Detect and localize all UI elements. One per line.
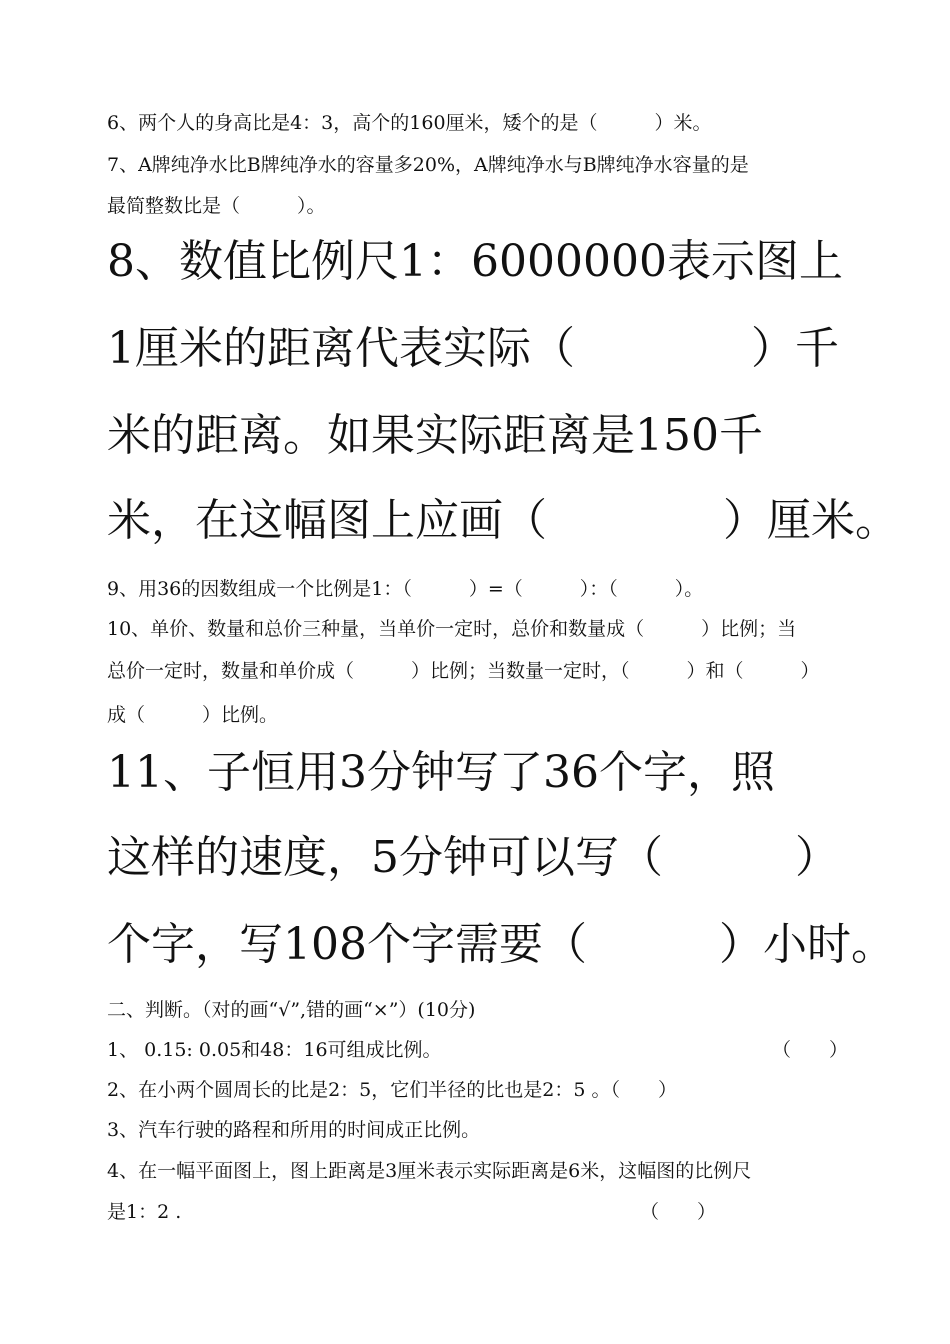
question-11-line-1: 11、子恒用3分钟写了36个字，照 — [107, 747, 775, 798]
judgment-1: 1、 0.15: 0.05和48：16可组成比例。 — [107, 1039, 442, 1061]
question-8-line-1: 8、数值比例尺1：6000000表示图上 — [107, 236, 843, 287]
question-8-line-4: 米，在这幅图上应画（ ）厘米。 — [107, 495, 899, 546]
question-7-line-2: 最简整数比是（ ）。 — [107, 195, 326, 217]
judgment-4-line-1: 4、在一幅平面图上，图上距离是3厘米表示实际距离是6米，这幅图的比例尺 — [107, 1160, 752, 1182]
question-11-line-2: 这样的速度，5分钟可以写（ ） — [107, 832, 839, 883]
question-11-line-3: 个字，写108个字需要（ ）小时。 — [107, 919, 895, 970]
judgment-4-answer-paren: （ ） — [640, 1201, 717, 1223]
judgment-3: 3、汽车行驶的路程和所用的时间成正比例。 — [107, 1119, 481, 1141]
question-10-line-3: 成（ ）比例。 — [107, 704, 279, 726]
question-7-line-1: 7、A牌纯净水比B牌纯净水的容量多20%，A牌纯净水与B牌纯净水容量的是 — [107, 154, 749, 176]
judgment-1-answer-paren: （ ） — [772, 1039, 849, 1061]
question-6: 6、两个人的身高比是4：3，高个的160厘米，矮个的是（ ）米。 — [107, 112, 712, 134]
question-9: 9、用36的因数组成一个比例是1：（ ）=（ ）：（ ）。 — [107, 578, 704, 600]
judgment-4-line-2: 是1：2 . — [107, 1201, 182, 1223]
question-8-line-2: 1厘米的距离代表实际（ ）千 — [107, 323, 839, 374]
judgment-2: 2、在小两个圆周长的比是2：5，它们半径的比也是2：5 。（ ） — [107, 1079, 677, 1101]
question-10-line-2: 总价一定时，数量和单价成（ ）比例；当数量一定时，（ ）和（ ） — [107, 660, 820, 682]
question-8-line-3: 米的距离。如果实际距离是150千 — [107, 410, 763, 461]
section-2-heading: 二、判断。（对的画“√”,错的画“×”）(10分) — [107, 999, 476, 1021]
question-10-line-1: 10、单价、数量和总价三种量，当单价一定时，总价和数量成（ ）比例；当 — [107, 618, 797, 640]
